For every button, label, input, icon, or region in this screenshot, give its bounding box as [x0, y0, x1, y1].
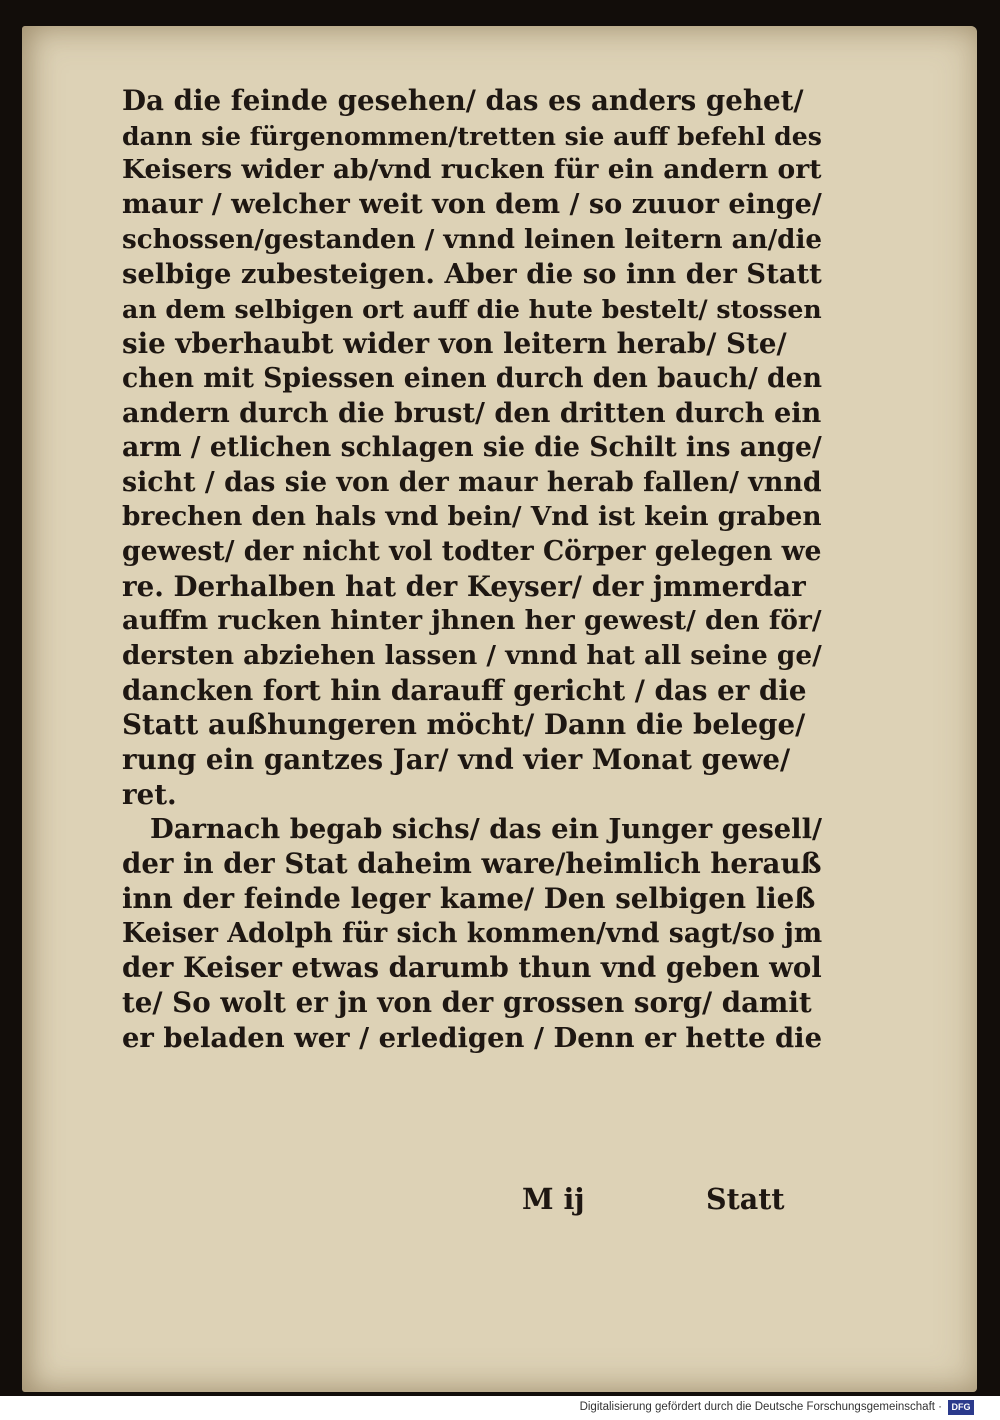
- text-line: dersten abziehen lassen / vnnd hat all seine ge/: [122, 640, 822, 671]
- text-line: auffm rucken hinter jhnen her gewest/ den för/: [122, 605, 822, 637]
- text-line: er beladen wer / erledigen / Denn er hette die: [122, 1021, 823, 1054]
- text-line: brechen den hals vnd bein/ Vnd ist kein graben: [122, 501, 822, 533]
- book-page: [22, 26, 977, 1392]
- footer-bar: [0, 1396, 1000, 1420]
- text-line: Keiser Adolph für sich kommen/vnd sagt/so jm: [122, 917, 823, 949]
- text-line: Keisers wider ab/vnd rucken für ein andern ort: [122, 154, 822, 186]
- text-line: sicht / das sie von der maur herab fallen/ vnnd: [122, 466, 822, 498]
- text-line: Darnach begab sichs/ das ein Junger gesell/: [150, 813, 822, 846]
- text-line: re. Derhalben hat der Keyser/ der jmmerdar: [122, 569, 806, 603]
- text-line: gewest/ der nicht vol todter Cörper gelegen we: [122, 535, 822, 567]
- text-line: arm / etlichen schlagen sie die Schilt ins ange/: [122, 431, 822, 463]
- text-line: Da die feinde gesehen/ das es anders gehet/: [122, 84, 804, 117]
- text-line: Statt außhungeren möcht/ Dann die belege/: [122, 708, 806, 742]
- signature-mark: M ij: [522, 1182, 585, 1216]
- text-line: schossen/gestanden / vnnd leinen leitern an/die: [122, 223, 823, 255]
- text-line: dancken fort hin darauff gericht / das er die: [122, 673, 807, 707]
- text-line: an dem selbigen ort auff die hute bestelt/ stossen: [122, 294, 822, 325]
- text-line: rung ein gantzes Jar/ vnd vier Monat gewe/: [122, 743, 791, 777]
- text-line: selbige zubesteigen. Aber die so inn der Statt: [122, 258, 822, 291]
- text-line: chen mit Spiessen einen durch den bauch/ den: [122, 362, 822, 394]
- text-line: te/ So wolt er jn von der grossen sorg/ damit: [122, 985, 812, 1019]
- page-text: [122, 84, 842, 1055]
- text-line: der in der Stat daheim ware/heimlich herauß: [122, 847, 822, 881]
- text-line: der Keiser etwas darumb thun vnd geben wol: [122, 951, 822, 985]
- catchword: Statt: [706, 1182, 785, 1216]
- text-line: sie vberhaubt wider von leitern herab/ Ste/: [122, 326, 787, 360]
- text-line: andern durch die brust/ den dritten durch ein: [122, 397, 822, 430]
- text-line: maur / welcher weit von dem / so zuuor einge/: [122, 189, 822, 221]
- text-line: dann sie fürgenommen/tretten sie auff befehl des: [122, 120, 822, 151]
- dfg-logo-icon: DFG: [948, 1400, 974, 1415]
- text-line: ret.: [122, 777, 177, 811]
- page-signature-row: [122, 1182, 822, 1218]
- footer-credit: Digitalisierung gefördert durch die Deutsche Forschungsgemeinschaft ·: [579, 1401, 942, 1413]
- text-line: inn der feinde leger kame/ Den selbigen ließ: [122, 881, 816, 915]
